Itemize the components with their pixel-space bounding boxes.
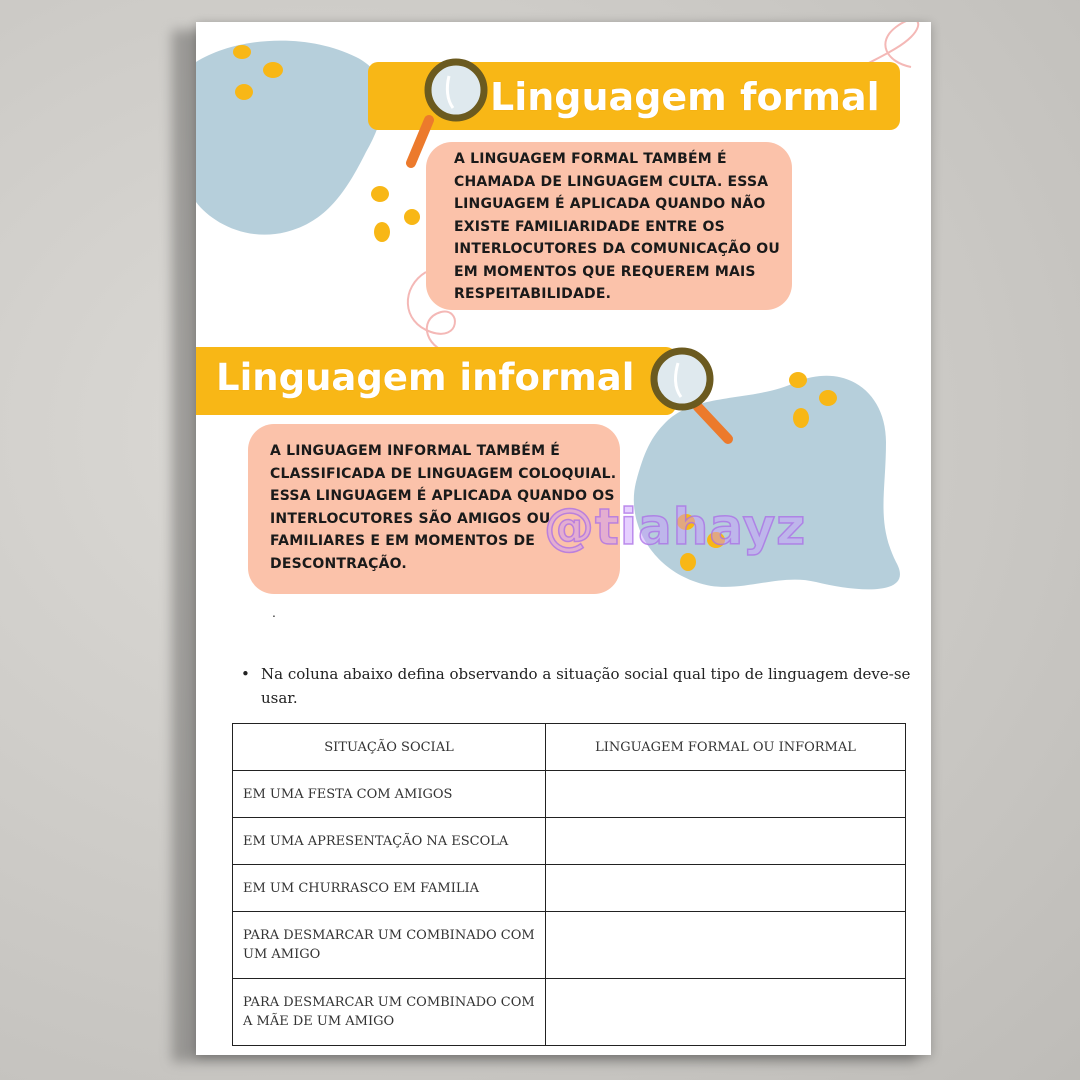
table-row <box>233 865 906 912</box>
instruction <box>241 662 921 710</box>
informal-text: A LINGUAGEM INFORMAL TAMBÉM É CLASSIFICADA DE LINGUAGEM COLOQUIAL. ESSA LINGUAGEM É APLICADA QUANDO OS INTERLOCUTORES SÃO AMIGOS OU FAMILIARES E EM MOMENTOS DE DESCONTRAÇÃO. <box>270 443 617 572</box>
blob-top-left <box>196 41 384 235</box>
situation-cell: PARA DESMARCAR UM COMBINADO COM UM AMIGO <box>233 912 546 979</box>
bullet: • <box>241 665 250 683</box>
table-row <box>233 912 906 979</box>
situation-cell: PARA DESMARCAR UM COMBINADO COM A MÃE DE UM AMIGO <box>233 979 546 1046</box>
table-row <box>233 771 906 818</box>
answer-cell[interactable] <box>546 771 906 818</box>
watermark: @tiahayz <box>544 498 807 556</box>
header-language: LINGUAGEM FORMAL OU INFORMAL <box>546 724 906 771</box>
table-header-row <box>233 724 906 771</box>
table-row <box>233 979 906 1046</box>
table-row <box>233 818 906 865</box>
worksheet-page <box>196 22 931 1055</box>
magnifier-icon <box>636 337 746 457</box>
informal-title: Linguagem informal <box>216 356 635 399</box>
situation-cell: EM UMA FESTA COM AMIGOS <box>233 771 546 818</box>
situation-cell: EM UM CHURRASCO EM FAMILIA <box>233 865 546 912</box>
formal-text: A LINGUAGEM FORMAL TAMBÉM É CHAMADA DE LINGUAGEM CULTA. ESSA LINGUAGEM É APLICADA QUANDO NÃO EXISTE FAMILIARIDADE ENTRE OS INTERLOCUTORES DA COMUNICAÇÃO OU EM MOMENTOS QUE REQUEREM MAIS RESPEITABILIDADE. <box>454 151 780 302</box>
instruction-text: Na coluna abaixo defina observando a situação social qual tipo de linguagem deve-se usar. <box>261 665 911 707</box>
stray-mark: . <box>272 604 276 620</box>
situation-cell: EM UMA APRESENTAÇÃO NA ESCOLA <box>233 818 546 865</box>
answer-cell[interactable] <box>546 865 906 912</box>
answer-cell[interactable] <box>546 912 906 979</box>
answer-cell[interactable] <box>546 979 906 1046</box>
situation-table <box>232 723 906 1046</box>
formal-title: Linguagem formal <box>490 75 880 119</box>
answer-cell[interactable] <box>546 818 906 865</box>
header-situation: SITUAÇÃO SOCIAL <box>233 724 546 771</box>
